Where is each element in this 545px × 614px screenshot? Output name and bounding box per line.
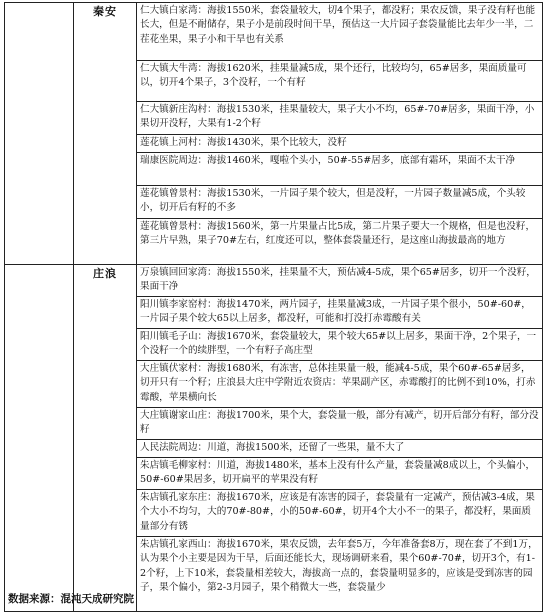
region-row-zhuanglang <box>5 265 543 612</box>
blank-cell <box>5 3 74 265</box>
survey-entry: 朱店镇孔家东庄：海拔1670米，应该是有冻害的园子，套袋量有一定减产，预估减3-4成，果个大小不均匀，大的70#-80#，小的50#-60#，切开4个大小不一的果子，都没籽，果面质量部分有锈 <box>137 490 542 537</box>
survey-entry: 大庄镇谢家山庄：海拔1700米，果个大，套袋量一般，部分有减产，切开后部分有籽，部分没籽 <box>137 408 542 440</box>
survey-entry: 阳川镇毛子山：海拔1670米，套袋量较大，果个较大65#以上居多，果面干净，2个果子，一个没籽一个的续胖型，一个有籽子高庄型 <box>137 329 542 361</box>
entries-cell <box>137 3 543 265</box>
survey-entry: 大庄镇伏家村：海拔1680米，有冻害，总体挂果量一般，能减4-5成，果个60#-65#居多，切开只有一个籽；庄浪县大庄中学附近农资店：苹果副产区，赤霉酸打的比例不到10%，打赤霉酸，苹果横向长 <box>137 361 542 408</box>
survey-entry: 朱店镇孔家西山：海拔1670米，果农反馈，去年套5万，今年准备套8万，现在套了不到1万，认为果个小主要是因为干旱，后面还能长大，现场调研来看，果个60#-70#，切开3个，有1-2个籽，上下10米，套袋量相差较大，海拔高一点的，套袋量明显多的，应该是受到冻害的园子，果个偏小，第2-3月园子，果个稍微大一些，套袋量少 <box>140 539 538 594</box>
region-name: 庄浪 <box>74 265 137 612</box>
blank-cell <box>5 265 74 612</box>
data-source-note: 数据来源：混沌天成研究院 <box>8 593 134 605</box>
survey-entry: 莲花镇曾景村：海拔1560米，第一片果量占比5成，第二片果子要大一个规格，但是也没籽，第三片早熟，果子70#左右，红度还可以，整体套袋量还行，是这座山海拔最高的地方 <box>140 221 536 247</box>
survey-entry: 阳川镇李家窑村：海拔1470米，两片园子，挂果量减3成，一片园子果个很小，50#-60#，一片园子果个较大65以上居多，都没籽，可能和打没打赤霉酸有关 <box>137 297 542 329</box>
region-row-qinan <box>5 3 543 265</box>
survey-entry: 朱店镇毛柳家村：川道，海拔1480米，基本上没有什么产量，套袋量减8成以上，个头偏小，50#-60#果居多，切开扁平的苹果没有籽 <box>137 458 542 490</box>
survey-table <box>4 2 543 612</box>
survey-entry: 万泉镇回回家湾：海拔1550米，挂果量不大，预估减4-5成，果个65#居多，切开一个没籽，果面干净 <box>137 265 542 297</box>
survey-entry: 人民法院周边：川道，海拔1500米，还留了一些果，量不大了 <box>137 440 542 458</box>
entries-cell <box>137 265 543 612</box>
survey-entry: 莲花镇上河村：海拔1430米，果个比较大，没籽 <box>137 135 542 153</box>
survey-entry: 仁大镇白家湾：海拔1550米，套袋量较大，切4个果子，都没籽；果农反馈，果子没有籽也能长大，但是不耐储存，果子小是前段时间干旱，预估这一大片园子套袋量能比去年少一半，二茬花坐果，果子小和干旱也有关系 <box>137 3 542 61</box>
region-name: 秦安 <box>74 3 137 265</box>
survey-entry: 仁大镇新庄沟村：海拔1530米，挂果量较大，果子大小不均，65#-70#居多，果面干净，小果切开没籽，大果有1-2个籽 <box>137 102 542 135</box>
survey-entry: 瑞康医院周边：海拔1460米，嘎啦个头小，50#-55#居多，底部有霜环，果面不太干净 <box>137 153 542 186</box>
survey-entry: 莲花镇曾景村：海拔1530米，一片园子果个较大，但是没籽，一片园子数量减5成，个头较小，切开后有籽的不多 <box>137 186 542 219</box>
survey-entry: 仁大镇大牛湾：海拔1620米，挂果量减5成，果个还行，比较均匀，65#居多，果面质量可以，切开4个果子，3个没籽，一个有籽 <box>137 61 542 102</box>
